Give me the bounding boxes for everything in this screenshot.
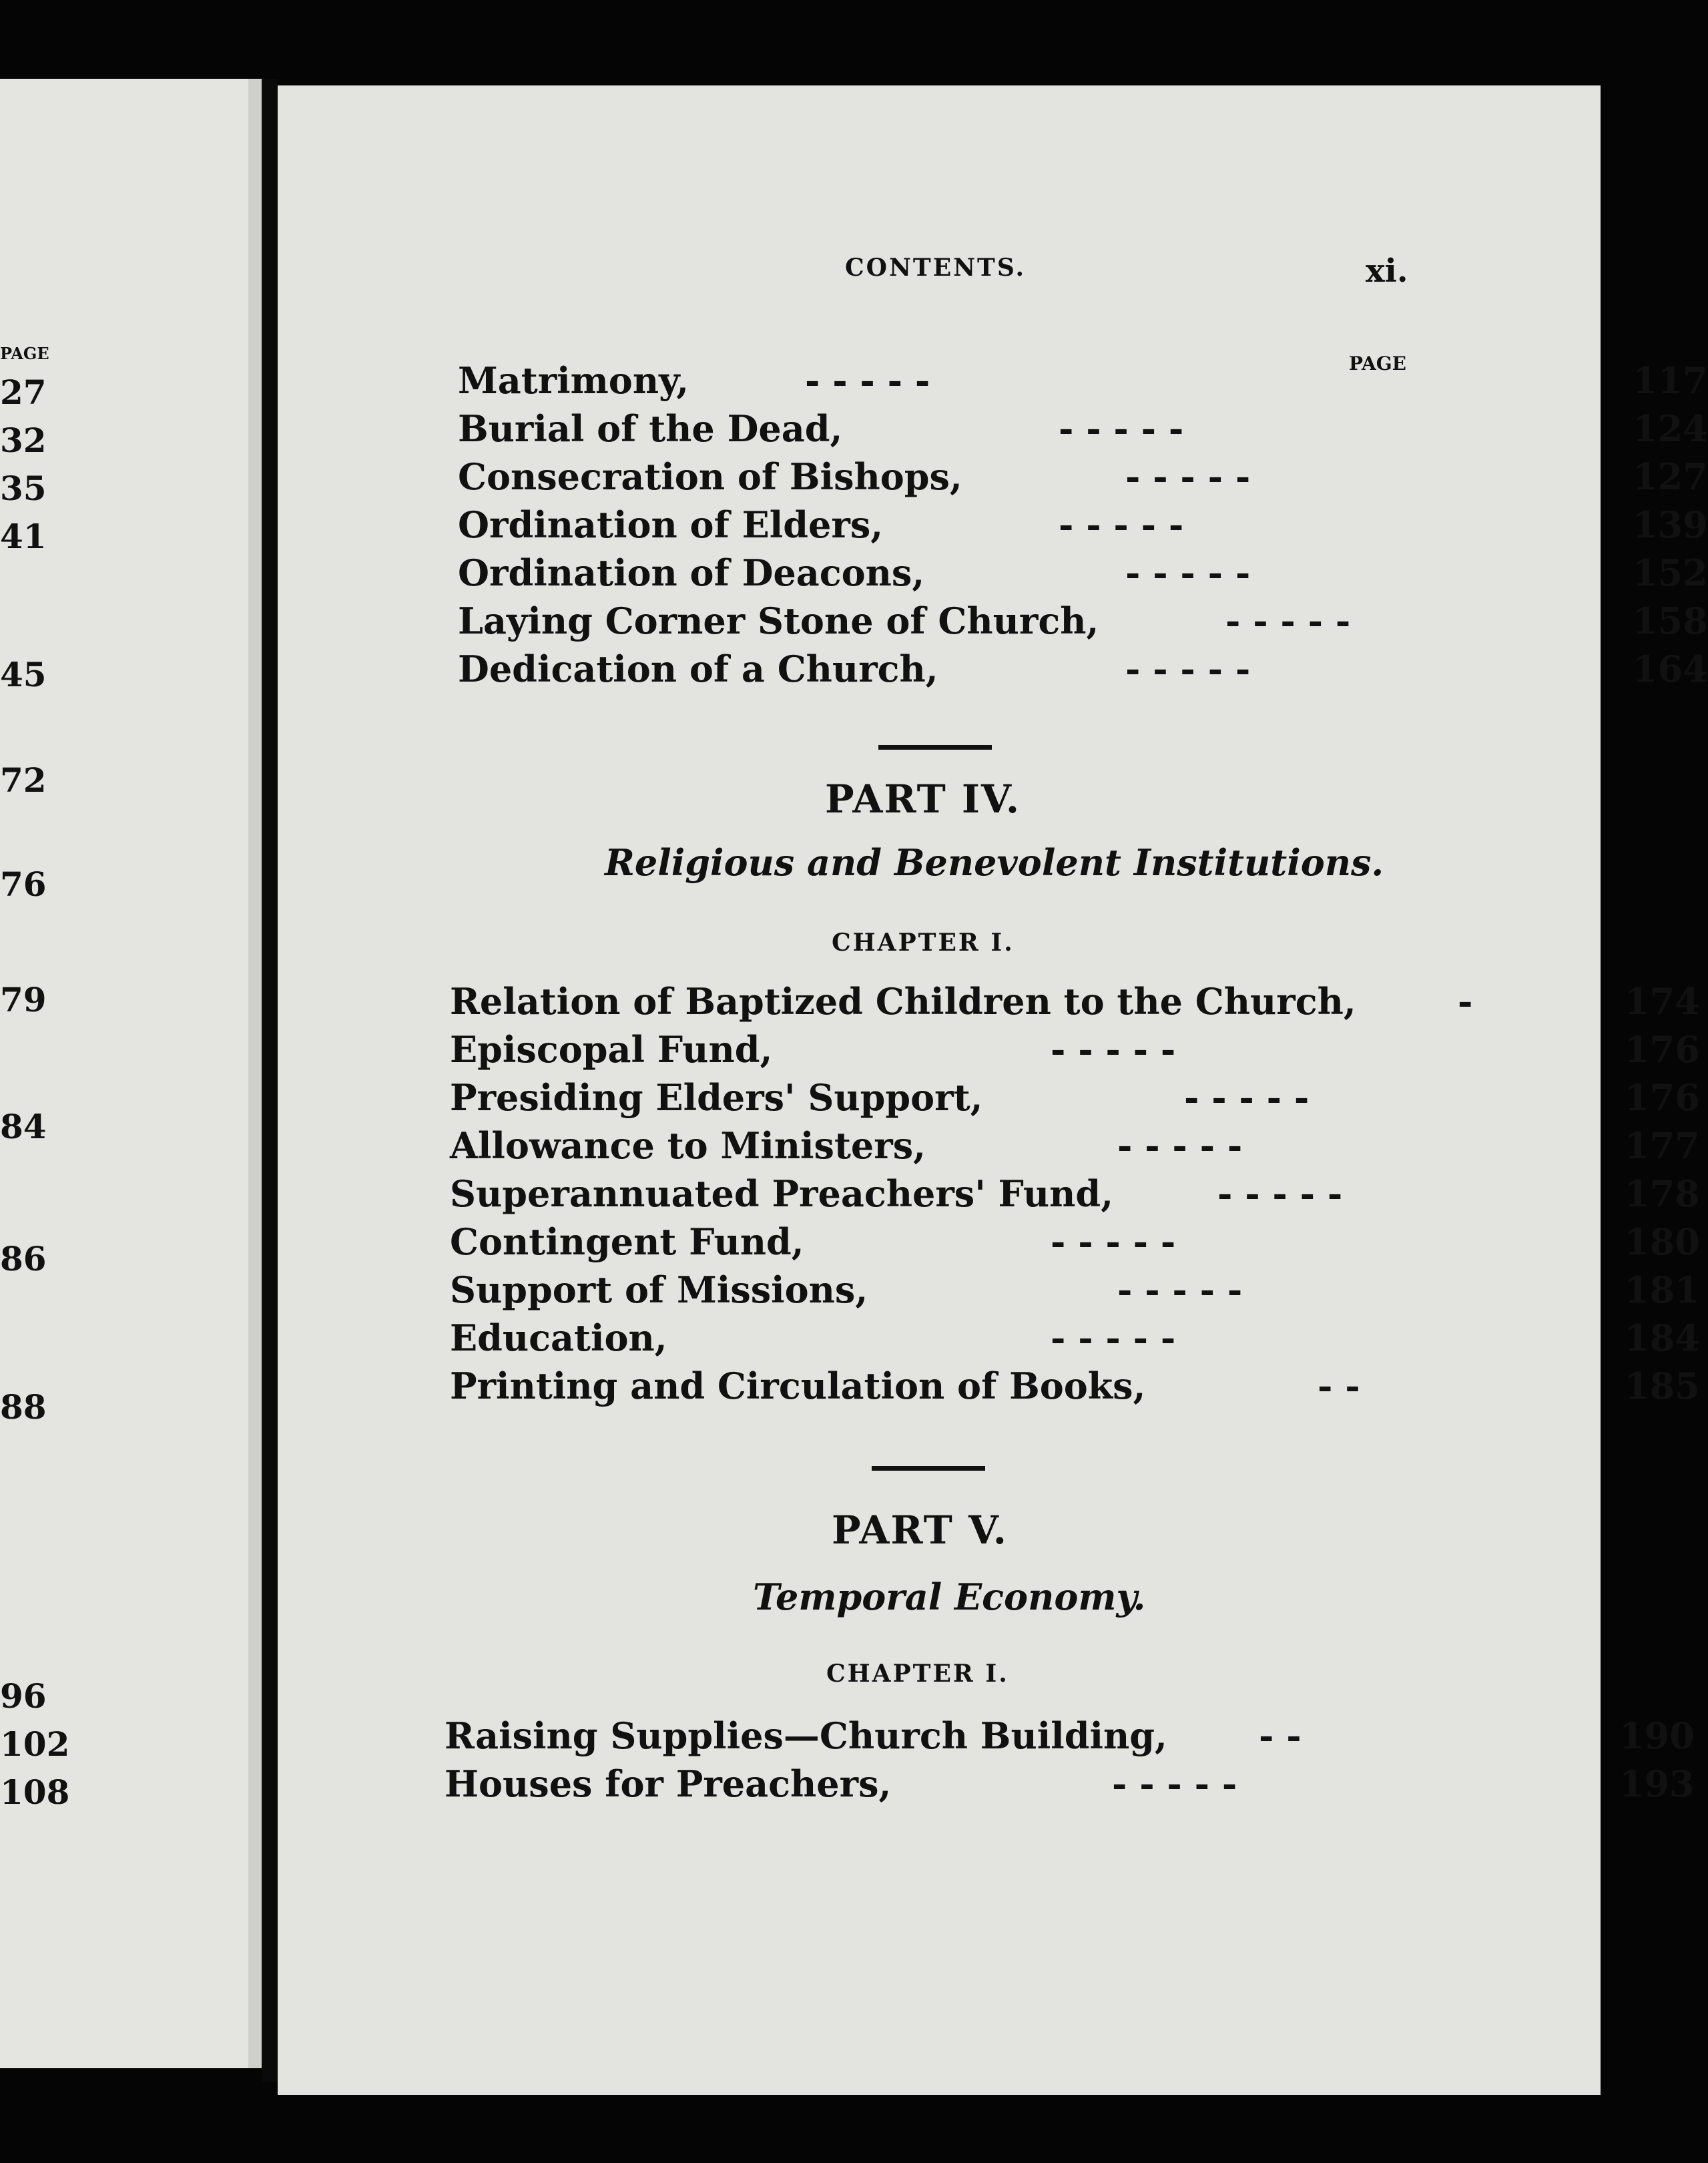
toc-entry-title: Ordination of Deacons, <box>458 551 925 594</box>
toc-leader: - - - - - <box>1225 599 1351 642</box>
toc-leader: - - <box>1259 1714 1302 1757</box>
toc-entry-page: 193 <box>1619 1762 1695 1805</box>
toc-entry <box>450 1220 1700 1268</box>
left-page-number: 102 <box>0 1724 70 1764</box>
toc-entry-page: 139 <box>1633 503 1708 546</box>
toc-leader: - - - - - <box>1125 551 1251 594</box>
toc-leader: - - - - - <box>1059 407 1184 450</box>
toc-entry <box>458 359 1708 407</box>
left-page-number: 86 <box>0 1239 47 1278</box>
toc-entry <box>450 1124 1700 1172</box>
toc-entry-page: 177 <box>1625 1124 1700 1167</box>
left-page-number: 41 <box>0 517 47 556</box>
toc-entry-page: 152 <box>1633 551 1708 594</box>
left-page-number: 108 <box>0 1772 70 1812</box>
toc-entry <box>458 599 1708 648</box>
toc-leader: - - - - - <box>1059 503 1184 546</box>
toc-entry-page: 184 <box>1625 1316 1700 1359</box>
toc-entry <box>458 551 1708 599</box>
left-page-number: 84 <box>0 1107 47 1146</box>
toc-entry-page: 180 <box>1625 1220 1700 1263</box>
toc-entry-title: Ordination of Elders, <box>458 503 884 546</box>
part-iv-title: PART IV. <box>825 776 1021 822</box>
toc-leader: - - - - - <box>1051 1220 1176 1263</box>
toc-entry <box>450 1316 1700 1365</box>
book-gutter <box>262 79 278 2082</box>
toc-entry-title: Allowance to Ministers, <box>450 1124 926 1167</box>
toc-entry-title: Laying Corner Stone of Church, <box>458 599 1099 642</box>
contents-page <box>278 85 1708 2095</box>
toc-leader: - - - - - <box>1125 648 1251 690</box>
toc-entry <box>458 648 1708 696</box>
toc-entry <box>458 455 1708 503</box>
toc-entry-page: 178 <box>1625 1172 1700 1215</box>
book-binding <box>248 79 262 2068</box>
toc-entry-page: 158 <box>1633 599 1708 642</box>
toc-leader: - - - - - <box>1217 1172 1343 1215</box>
toc-entry-page: 127 <box>1633 455 1708 498</box>
toc-entry-title: Presiding Elders' Support, <box>450 1076 983 1119</box>
part-v-chapter: CHAPTER I. <box>826 1660 1009 1688</box>
toc-leader: - - <box>1318 1365 1360 1407</box>
left-page-number: 88 <box>0 1387 47 1427</box>
toc-entry <box>450 980 1700 1028</box>
toc-leader: - - - - - <box>1117 1124 1243 1167</box>
section-rule <box>872 1466 985 1471</box>
toc-entry-title: Episcopal Fund, <box>450 1028 773 1071</box>
toc-entry <box>450 1172 1700 1220</box>
toc-entry-page: 117 <box>1633 359 1708 402</box>
toc-entry-page: 185 <box>1625 1365 1700 1407</box>
left-page-number: 35 <box>0 469 47 508</box>
left-page-number: 79 <box>0 980 47 1019</box>
page-column-label: PAGE <box>1349 352 1406 375</box>
toc-leader: - - - - - <box>1184 1076 1310 1119</box>
section-rule <box>878 745 992 750</box>
toc-entry <box>450 1365 1700 1413</box>
running-head: CONTENTS. <box>845 254 1027 282</box>
left-facing-page <box>0 79 248 2068</box>
toc-entry-page: 174 <box>1625 980 1700 1023</box>
toc-entry-page: 176 <box>1625 1028 1700 1071</box>
toc-entry <box>450 1268 1700 1316</box>
toc-entry-title: Relation of Baptized Children to the Church, <box>450 980 1356 1023</box>
toc-entry <box>458 503 1708 551</box>
toc-entry-title: Matrimony, <box>458 359 689 402</box>
toc-entry-title: Superannuated Preachers' Fund, <box>450 1172 1113 1215</box>
toc-entry <box>450 1076 1700 1124</box>
left-page-number: 32 <box>0 421 47 460</box>
left-page-number: 76 <box>0 865 47 904</box>
part-iv-subtitle: Religious and Benevolent Institutions. <box>605 841 1384 884</box>
toc-leader: - - - - - <box>1117 1268 1243 1311</box>
toc-entry-title: Houses for Preachers, <box>445 1762 892 1805</box>
left-page-number: 96 <box>0 1676 47 1716</box>
toc-entry-title: Contingent Fund, <box>450 1220 804 1263</box>
toc-leader: - - - - - <box>1112 1762 1237 1805</box>
toc-entry-page: 181 <box>1625 1268 1700 1311</box>
toc-entry-title: Raising Supplies—Church Building, <box>445 1714 1167 1757</box>
toc-entry <box>445 1762 1695 1811</box>
part-v-title: PART V. <box>832 1507 1008 1553</box>
toc-leader: - - - - - <box>1051 1028 1176 1071</box>
left-page-header: PAGE <box>0 344 49 363</box>
toc-entry-page: 190 <box>1619 1714 1695 1757</box>
toc-entry-title: Support of Missions, <box>450 1268 868 1311</box>
toc-entry <box>445 1714 1695 1762</box>
left-page-number: 27 <box>0 373 47 412</box>
toc-entry-title: Printing and Circulation of Books, <box>450 1365 1146 1407</box>
toc-leader: - - - - - <box>805 359 930 402</box>
toc-entry-title: Burial of the Dead, <box>458 407 843 450</box>
part-iv-chapter: CHAPTER I. <box>832 929 1015 957</box>
toc-entry-page: 164 <box>1633 648 1708 690</box>
toc-entry-title: Education, <box>450 1316 667 1359</box>
toc-entry-page: 124 <box>1633 407 1708 450</box>
toc-leader: - - - - - <box>1051 1316 1176 1359</box>
toc-leader: - - - - - <box>1125 455 1251 498</box>
page-folio: xi. <box>1366 252 1408 290</box>
toc-entry-page: 176 <box>1625 1076 1700 1119</box>
toc-entry <box>458 407 1708 455</box>
toc-leader: - <box>1458 980 1473 1023</box>
left-page-number: 45 <box>0 655 47 694</box>
toc-entry-title: Consecration of Bishops, <box>458 455 962 498</box>
part-v-subtitle: Temporal Economy. <box>753 1576 1146 1618</box>
toc-entry <box>450 1028 1700 1076</box>
toc-entry-title: Dedication of a Church, <box>458 648 938 690</box>
left-page-number: 72 <box>0 760 47 800</box>
